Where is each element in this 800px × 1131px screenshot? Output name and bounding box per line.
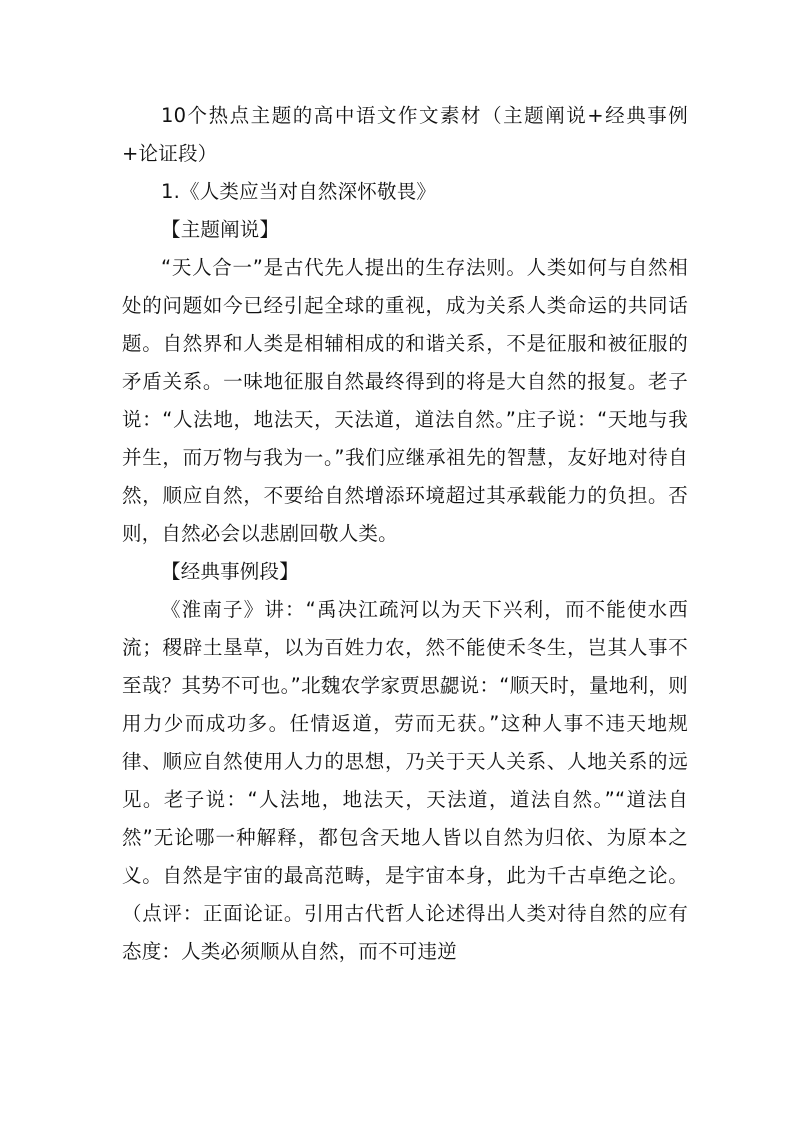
example-paragraph: 《淮南子》讲：“禹决江疏河以为天下兴利，而不能使水西流；稷辟土垦草，以为百姓力农，然不能使禾冬生，岂其人事不至哉？其势不可也。”北魏农学家贾思勰说：“顺天时，量地利，则用力少而成功多。任情返道，劳而无获。”这种人事不违天地规律、顺应自然使用人力的思想，乃关于天人关系、人地关系的远见。老子说：“人法地，地法天，天法道，道法自然。”“道法自然”无论哪一种解释，都包含天地人皆以自然为归依、为原本之义。自然是宇宙的最高范畴，是宇宙本身，此为千古卓绝之论。（点评：正面论证。引用古代哲人论述得出人类对待自然的应有态度：人类必须顺从自然，而不可违逆	[122, 598, 688, 963]
document-title: 10个热点主题的高中语文作文素材（主题阐说+经典事例+论证段）	[122, 104, 688, 165]
example-subheading: 【经典事例段】	[161, 560, 299, 583]
theme-subheading: 【主题阐说】	[161, 218, 280, 241]
section-heading: 1.《人类应当对自然深怀敬畏》	[161, 180, 437, 203]
document-content	[122, 97, 688, 971]
theme-paragraph: “天人合一”是古代先人提出的生存法则。人类如何与自然相处的问题如今已经引起全球的重视，成为关系人类命运的共同话题。自然界和人类是相辅相成的和谐关系，不是征服和被征服的矛盾关系。一味地征服自然最终得到的将是大自然的报复。老子说：“人法地，地法天，天法道，道法自然。”庄子说：“天地与我并生，而万物与我为一。”我们应继承祖先的智慧，友好地对待自然，顺应自然，不要给自然增添环境超过其承载能力的负担。否则，自然必会以悲剧回敬人类。	[122, 256, 688, 545]
